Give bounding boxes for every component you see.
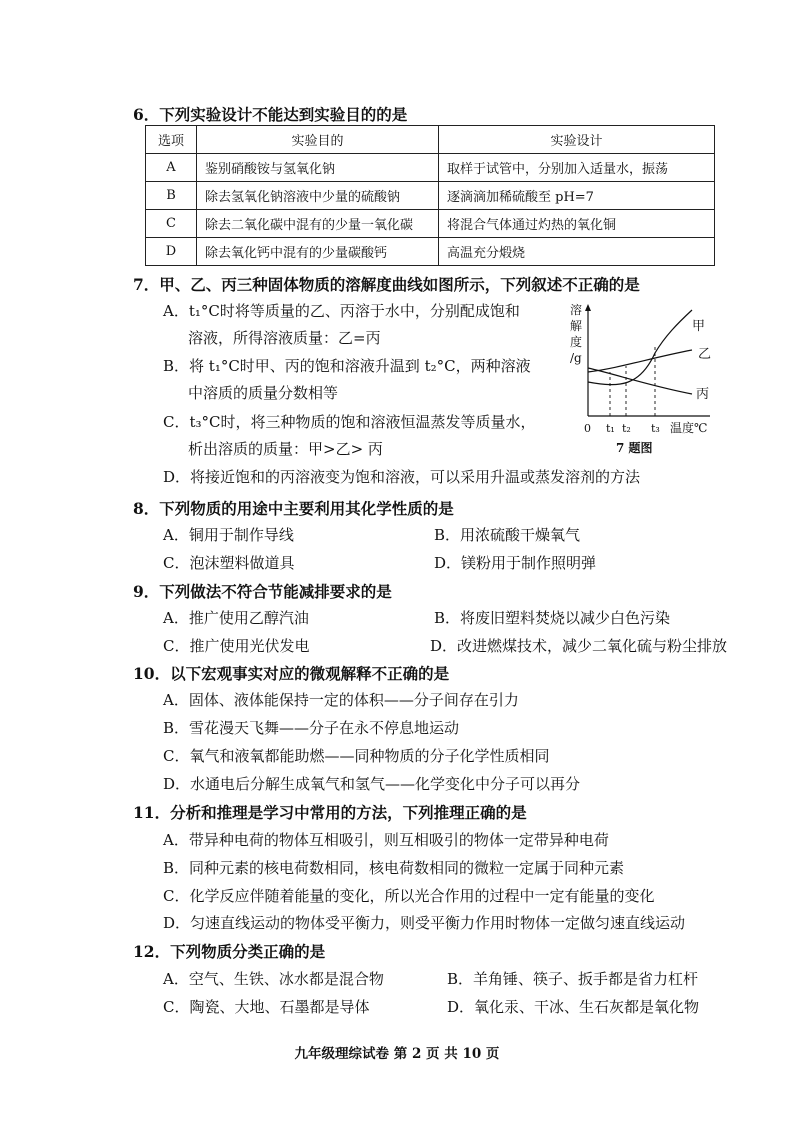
q7-option-a: A．t₁°C时将等质量的乙、丙溶于水中，分别配成饱和	[163, 302, 520, 320]
q8-option-c: C．泡沫塑料做道具	[163, 554, 295, 572]
q12-option-b: B．羊角锤、筷子、扳手都是省力杠杆	[447, 970, 699, 988]
ylabel-char: 度	[570, 335, 583, 349]
q8-option-d: D．镁粉用于制作照明弹	[434, 554, 597, 572]
q9-option-d: D．改进燃煤技术，减少二氧化硫与粉尘排放	[430, 637, 728, 655]
table-cell: B	[146, 182, 197, 210]
table-header: 实验目的	[197, 126, 439, 154]
ylabel-char: 解	[570, 319, 583, 333]
q9-stem: 9．下列做法不符合节能减排要求的是	[133, 582, 392, 601]
y-axis-arrow	[585, 304, 591, 311]
table-header: 实验设计	[439, 126, 715, 154]
q7-option-a-cont: 溶液，所得溶液质量：乙=丙	[188, 329, 381, 347]
q6-stem: 6．下列实验设计不能达到实验目的的是	[133, 105, 408, 124]
curve-jia	[588, 310, 692, 385]
table-header-row	[146, 126, 715, 154]
q8-stem: 8．下列物质的用途中主要利用其化学性质的是	[133, 499, 454, 518]
series-label-bing: 丙	[696, 387, 710, 402]
tick-label: t₃	[651, 422, 660, 435]
q10-option-c: C．氧气和液氧都能助燃——同种物质的分子化学性质相同	[163, 747, 550, 765]
table-cell: 取样于试管中，分别加入适量水，振荡	[439, 154, 715, 182]
table-cell: D	[146, 238, 197, 266]
q11-option-c: C．化学反应伴随着能量的变化，所以光合作用的过程中一定有能量的变化	[163, 887, 655, 905]
ylabel-char: 溶	[570, 303, 583, 317]
q8-option-b: B．用浓硫酸干燥氧气	[434, 526, 581, 544]
q12-stem: 12．下列物质分类正确的是	[133, 942, 326, 961]
table-cell: 除去氢氧化钠溶液中少量的硫酸钠	[197, 182, 439, 210]
curve-yi	[588, 350, 692, 372]
q12-option-c: C．陶瓷、大地、石墨都是导体	[163, 998, 370, 1016]
figure-caption: 7 题图	[616, 441, 653, 455]
q7-option-b-cont: 中溶质的质量分数相等	[188, 384, 339, 402]
table-row	[146, 238, 715, 266]
q9-option-b: B．将废旧塑料焚烧以减少白色污染	[434, 609, 671, 627]
q9-option-a: A．推广使用乙醇汽油	[163, 609, 309, 627]
q10-option-d: D．水通电后分解生成氧气和氢气——化学变化中分子可以再分	[163, 775, 581, 793]
q12-option-d: D．氧化汞、干冰、生石灰都是氧化物	[447, 998, 700, 1016]
table-cell: A	[146, 154, 197, 182]
q10-stem: 10．以下宏观事实对应的微观解释不正确的是	[133, 664, 450, 683]
table-cell: 将混合气体通过灼热的氧化铜	[439, 210, 715, 238]
table-cell: C	[146, 210, 197, 238]
table-cell: 逐滴滴加稀硫酸至 pH=7	[439, 182, 715, 210]
q10-option-a: A．固体、液体能保持一定的体积——分子间存在引力	[163, 691, 519, 709]
x-axis-label: 温度℃	[670, 421, 708, 435]
table-row	[146, 210, 715, 238]
origin-label: 0	[584, 422, 591, 435]
q6-table	[145, 125, 715, 266]
q7-stem: 7．甲、乙、丙三种固体物质的溶解度曲线如图所示，下列叙述不正确的是	[133, 275, 640, 294]
q7-option-c: C．t₃°C时，将三种物质的饱和溶液恒温蒸发等质量水，	[163, 413, 536, 431]
series-label-yi: 乙	[698, 347, 712, 362]
page-footer: 九年级理综试卷 第 2 页 共 10 页	[294, 1046, 500, 1062]
q12-option-a: A．空气、生铁、冰水都是混合物	[163, 970, 384, 988]
q11-option-a: A．带异种电荷的物体互相吸引，则互相吸引的物体一定带异种电荷	[163, 831, 609, 849]
q8-option-a: A．铜用于制作导线	[163, 526, 294, 544]
q9-option-c: C．推广使用光伏发电	[163, 637, 310, 655]
table-cell: 除去二氧化碳中混有的少量一氧化碳	[197, 210, 439, 238]
q7-option-c-cont: 析出溶质的质量：甲>乙> 丙	[188, 440, 383, 458]
tick-label: t₁	[606, 422, 615, 435]
q10-option-b: B．雪花漫天飞舞——分子在永不停息地运动	[163, 719, 460, 737]
table-cell: 除去氧化钙中混有的少量碳酸钙	[197, 238, 439, 266]
series-label-jia: 甲	[692, 319, 706, 334]
table-row	[146, 154, 715, 182]
q7-option-d: D．将接近饱和的丙溶液变为饱和溶液，可以采用升温或蒸发溶剂的方法	[163, 468, 641, 486]
tick-label: t₂	[622, 422, 631, 435]
table-cell: 鉴别硝酸铵与氢氧化钠	[197, 154, 439, 182]
solubility-figure	[560, 298, 730, 458]
q11-option-b: B．同种元素的核电荷数相同，核电荷数相同的微粒一定属于同种元素	[163, 859, 625, 877]
q11-option-d: D．匀速直线运动的物体受平衡力，则受平衡力作用时物体一定做匀速直线运动	[163, 914, 686, 932]
table-row	[146, 182, 715, 210]
table-cell: 高温充分煅烧	[439, 238, 715, 266]
q11-stem: 11．分析和推理是学习中常用的方法，下列推理正确的是	[133, 803, 527, 822]
table-header: 选项	[146, 126, 197, 154]
ylabel-char: /g	[570, 351, 582, 365]
curve-bing	[588, 368, 692, 394]
q7-option-b: B．将 t₁°C时甲、丙的饱和溶液升温到 t₂°C，两种溶液	[163, 357, 531, 375]
